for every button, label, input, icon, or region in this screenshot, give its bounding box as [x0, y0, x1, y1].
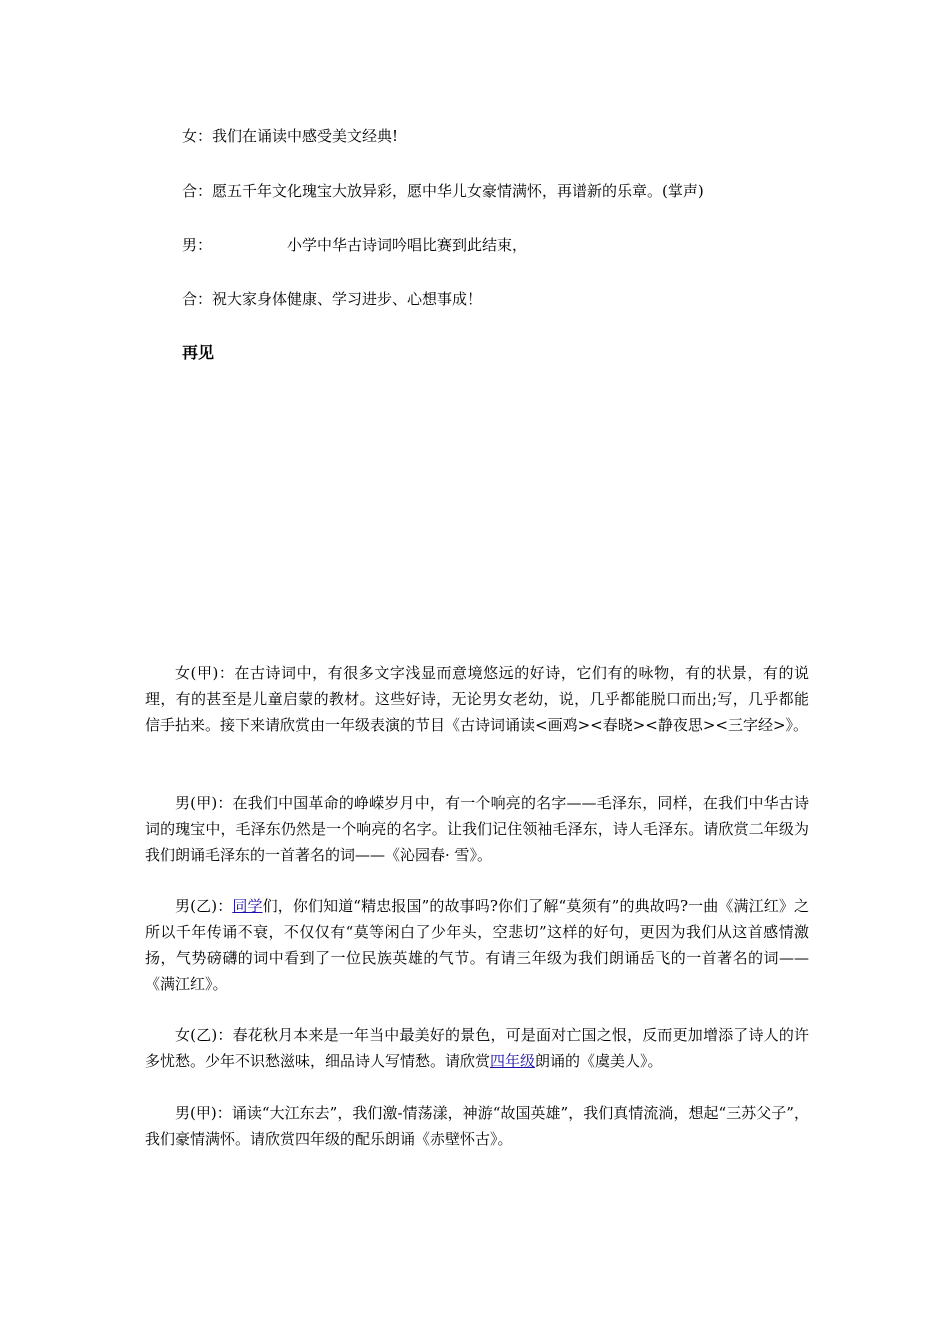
- p3-speaker: 男(乙)：: [175, 897, 233, 915]
- line-female-reading: 女：我们在诵读中感受美文经典!: [182, 127, 399, 145]
- classmates-link[interactable]: 同学: [232, 897, 263, 915]
- p4-text: 女(乙)：春花秋月本来是一年当中最美好的景色，可是面对亡国之恨，反而更加增添了诗人的许多忧愁。少年不识愁滋味，细品诗人写情愁。请欣赏: [145, 1026, 809, 1070]
- paragraph-chibi: 男(甲)：诵读“大江东去”，我们激-情荡漾，神游“故国英雄”，我们真情流淌，想起“三苏父子”，我们豪情满怀。请欣赏四年级的配乐朗诵《赤壁怀古》。: [145, 1104, 809, 1148]
- p4-tail: 朗诵的《虞美人》。: [535, 1052, 663, 1070]
- paragraph-grade2: 男(甲)：在我们中国革命的峥嵘岁月中，有一个响亮的名字——毛泽东，同样，在我们中华古诗词的瑰宝中，毛泽东仍然是一个响亮的名字。让我们记住领袖毛泽东，诗人毛泽东。请欣赏二年级为我们朗诵毛泽东的一首著名的词——《沁园春· 雪》。: [145, 794, 809, 864]
- closing-text: 小学中华古诗词吟唱比赛到此结束，: [287, 236, 528, 254]
- grade4-link[interactable]: 四年级: [490, 1052, 536, 1070]
- paragraph-grade1: 女(甲)：在古诗词中，有很多文字浅显而意境悠远的好诗，它们有的咏物，有的状景，有的说理，有的甚至是儿童启蒙的教材。这些好诗，无论男女老幼，说，几乎都能脱口而出;写，几乎都能信手拈来。接下来请欣赏由一年级表演的节目《古诗词诵读<画鸡><春晓><静夜思><三字经>》。: [145, 664, 809, 734]
- p3-text: 们，你们知道“精忠报国”的故事吗?你们了解“莫须有”的典故吗?一曲《满江红》之所以千年传诵不衰，不仅仅有“莫等闲白了少年头，空悲切”这样的好句，更因为我们从这首感情激扬，气势磅礴的词中看到了一位民族英雄的气节。有请三年级为我们朗诵岳飞的一首著名的词——《满江红》。: [145, 897, 809, 993]
- line-male-closing: [182, 235, 527, 255]
- speaker-label: 男：: [182, 236, 213, 254]
- line-chorus-wish: 合：愿五千年文化瑰宝大放异彩，愿中华儿女豪情满怀，再谱新的乐章。(掌声): [182, 182, 704, 200]
- farewell-heading: 再见: [182, 343, 215, 362]
- paragraph-grade3: [145, 893, 809, 997]
- paragraph-grade4: [145, 1022, 809, 1074]
- line-chorus-blessing: 合：祝大家身体健康、学习进步、心想事成！: [182, 290, 483, 308]
